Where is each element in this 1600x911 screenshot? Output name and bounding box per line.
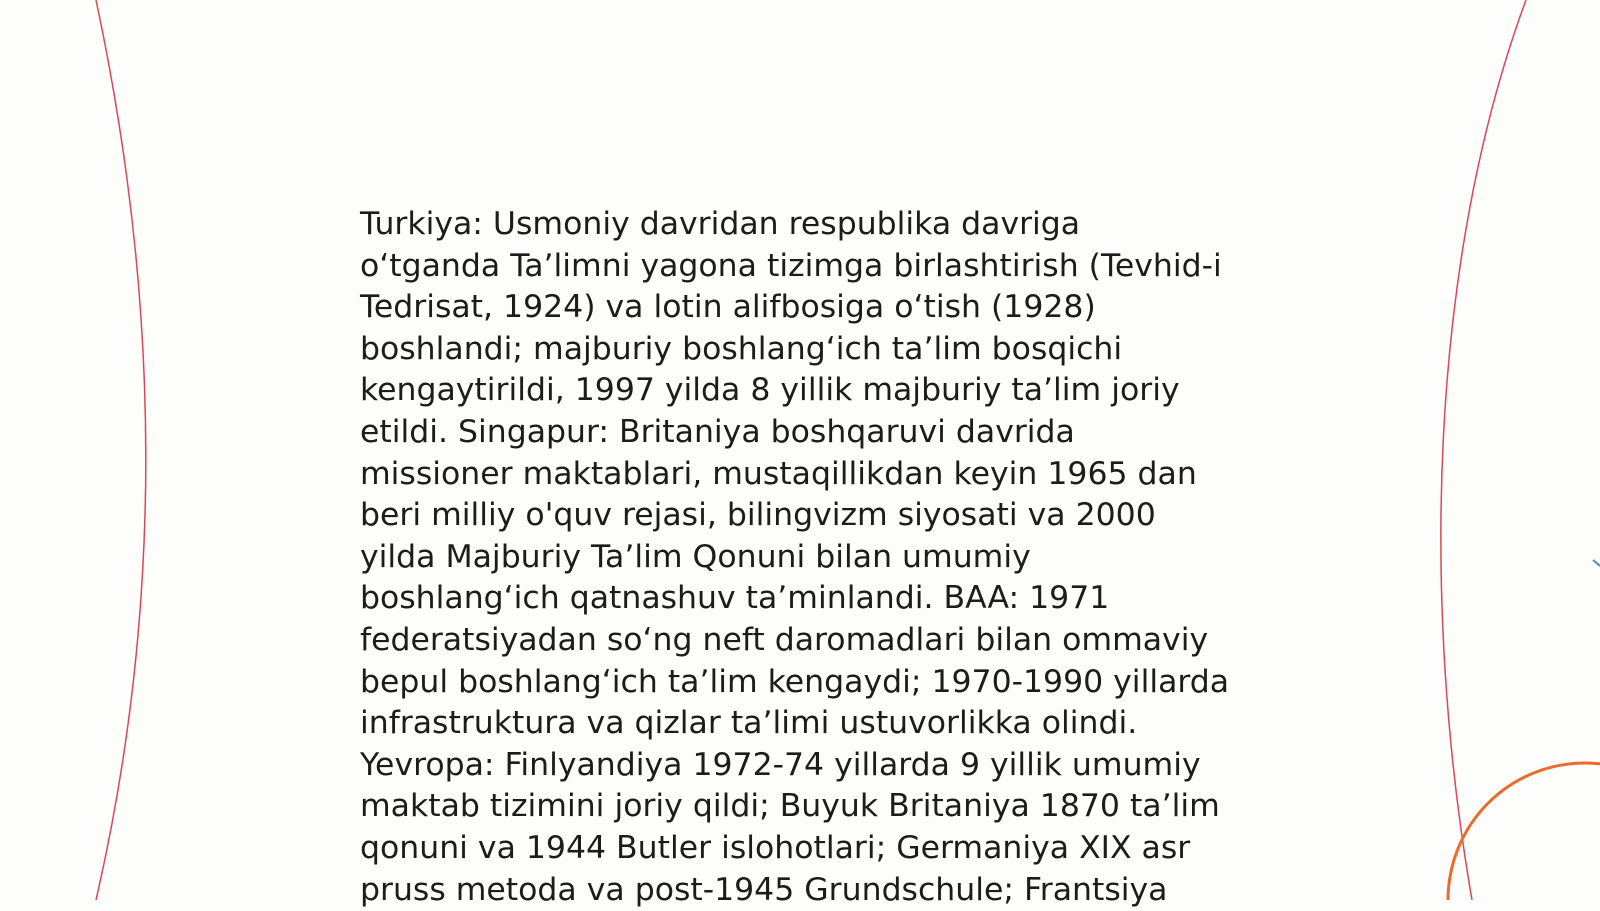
orange-circle-outline (1448, 763, 1600, 900)
right-curve-line (1441, 0, 1526, 900)
slide-body-text: Turkiya: Usmoniy davridan respublika davriga o‘tganda Ta’limni yagona tizimga birlashtirish (Tevhid-i Tedrisat, 1924) va lotin alifbosiga o‘tish (1928) boshlandi; majburiy boshlang‘ich ta’lim bosqichi kengaytirildi, 1997 yilda 8 yillik majburiy ta’lim joriy etildi. Singapur: Britaniya boshqaruvi davrida missioner maktablari, mustaqillikdan keyin 1965 dan beri milliy o'quv rejasi, bilingvizm siyosati va 2000 yilda Majburiy Ta’lim Qonuni bilan umumiy boshlang‘ich qatnashuv ta’minlandi. BAA: 1971 federatsiyadan so‘ng neft daromadlari bilan ommaviy bepul boshlang‘ich ta’lim kengaydi; 1970-1990 yillarda infrastruktura va qizlar ta’limi ustuvorlikka olindi. Yevropa: Finlyandiya 1972-74 yillarda 9 yillik umumiy maktab tizimini joriy qildi; Buyuk Britaniya 1870 ta’lim qonuni va 1944 Butler islohotlari; Germaniya XIX asr pruss metoda va post-1945 Grundschule; Frantsiya (360, 206, 1230, 908)
left-curve-line (96, 0, 146, 900)
small-blue-mark (1593, 560, 1600, 566)
